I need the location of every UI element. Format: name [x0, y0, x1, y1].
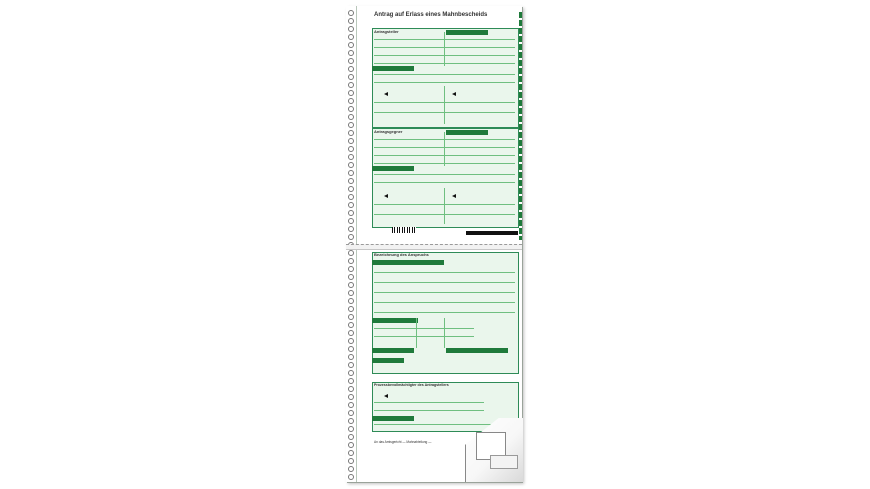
opponent-panel [372, 128, 519, 228]
perforation-hole [348, 426, 354, 432]
perforation-hole [348, 10, 354, 16]
perforation-hole [348, 394, 354, 400]
court-address: An das Amtsgericht — Mahnabteilung — [374, 440, 432, 444]
applicant-heading: Antragsteller [374, 29, 399, 34]
rule [374, 74, 515, 75]
rule [444, 318, 445, 348]
rule [444, 132, 445, 166]
perforation-hole [348, 90, 354, 96]
rule [374, 282, 515, 283]
perforation-hole [348, 210, 354, 216]
rule [374, 302, 515, 303]
rule [374, 272, 515, 273]
perforation-hole [348, 314, 354, 320]
perforation-hole [348, 290, 354, 296]
rule [374, 312, 515, 313]
rule [444, 188, 445, 224]
tear-line [346, 244, 522, 250]
carbon-copy-slip [490, 455, 518, 469]
form-title: Antrag auf Erlass eines Mahnbescheids [374, 12, 488, 18]
perforation-hole [348, 226, 354, 232]
applicant-bar [446, 30, 488, 35]
perforation-hole [348, 234, 354, 240]
perforation-hole [348, 298, 354, 304]
representative-bar [372, 416, 414, 421]
perforation-hole [348, 202, 354, 208]
perforation-hole [348, 282, 354, 288]
applicant-panel [372, 28, 519, 128]
rule [374, 82, 515, 83]
perforation-hole [348, 194, 354, 200]
claim-panel [372, 252, 519, 374]
opponent-bar-2 [372, 166, 414, 171]
perforation-hole [348, 50, 354, 56]
opponent-heading: Antragsgegner [374, 129, 403, 134]
perforation-hole [348, 146, 354, 152]
barcode [392, 227, 416, 233]
rule [374, 328, 474, 329]
claim-heading: Bezeichnung des Anspruchs [374, 252, 429, 257]
arrow-icon [452, 194, 456, 198]
perforation-hole [348, 258, 354, 264]
rule [374, 174, 515, 175]
perforation-hole [348, 34, 354, 40]
perforation-hole [348, 154, 354, 160]
perforation-hole [348, 130, 354, 136]
perforation-hole [348, 274, 354, 280]
rule [444, 32, 445, 66]
perforation-hole [348, 74, 354, 80]
perforation-hole [348, 418, 354, 424]
rule [374, 336, 474, 337]
representative-heading: Prozessbevollmächtigter des Antragstellers [374, 383, 449, 387]
claim-bar-2 [372, 318, 418, 323]
applicant-bar-2 [372, 66, 414, 71]
perforation-hole [348, 82, 354, 88]
rule [374, 402, 484, 403]
perforation-hole [348, 458, 354, 464]
perforation-hole [348, 474, 354, 480]
perforation-hole [348, 386, 354, 392]
perforation-hole [348, 138, 354, 144]
perforation-hole [348, 178, 354, 184]
perforation-hole [348, 266, 354, 272]
perforation-hole [348, 466, 354, 472]
perforation-hole [348, 306, 354, 312]
perforation-hole [348, 42, 354, 48]
mahnbescheid-form [346, 6, 522, 482]
arrow-icon [384, 194, 388, 198]
claim-bar-3 [372, 348, 414, 353]
rule [374, 182, 515, 183]
rule [374, 292, 515, 293]
perforation-hole [348, 114, 354, 120]
rule [374, 410, 484, 411]
perforation-hole [348, 106, 354, 112]
arrow-icon [452, 92, 456, 96]
perforation-hole [348, 330, 354, 336]
claim-bar-4 [446, 348, 508, 353]
perforation-hole [348, 434, 354, 440]
perforation-hole [348, 442, 354, 448]
perforation-hole [348, 362, 354, 368]
perforation-hole [348, 354, 354, 360]
perforation-hole [348, 26, 354, 32]
green-margin-strip [519, 12, 522, 240]
perforation-hole [348, 322, 354, 328]
perforation-hole [348, 450, 354, 456]
arrow-icon [384, 394, 388, 398]
perforation-hole [348, 162, 354, 168]
perforation-hole [348, 346, 354, 352]
claim-bar [372, 260, 444, 265]
perforation-hole [348, 170, 354, 176]
perforation-hole [348, 410, 354, 416]
perforation-hole [348, 18, 354, 24]
claim-bar-5 [372, 358, 404, 363]
perforation-hole [348, 122, 354, 128]
opponent-bar [446, 130, 488, 135]
perforation-hole [348, 402, 354, 408]
arrow-icon [384, 92, 388, 96]
perforation-hole [348, 66, 354, 72]
perforation-hole [348, 370, 354, 376]
perforation-hole [348, 98, 354, 104]
perforation-hole [348, 186, 354, 192]
perforation-hole [348, 218, 354, 224]
black-bar [466, 231, 518, 235]
rule [444, 86, 445, 124]
perforation-hole [348, 58, 354, 64]
perforation-hole [348, 338, 354, 344]
perforation-hole [348, 378, 354, 384]
perforation-hole [348, 250, 354, 256]
rule [416, 318, 417, 348]
